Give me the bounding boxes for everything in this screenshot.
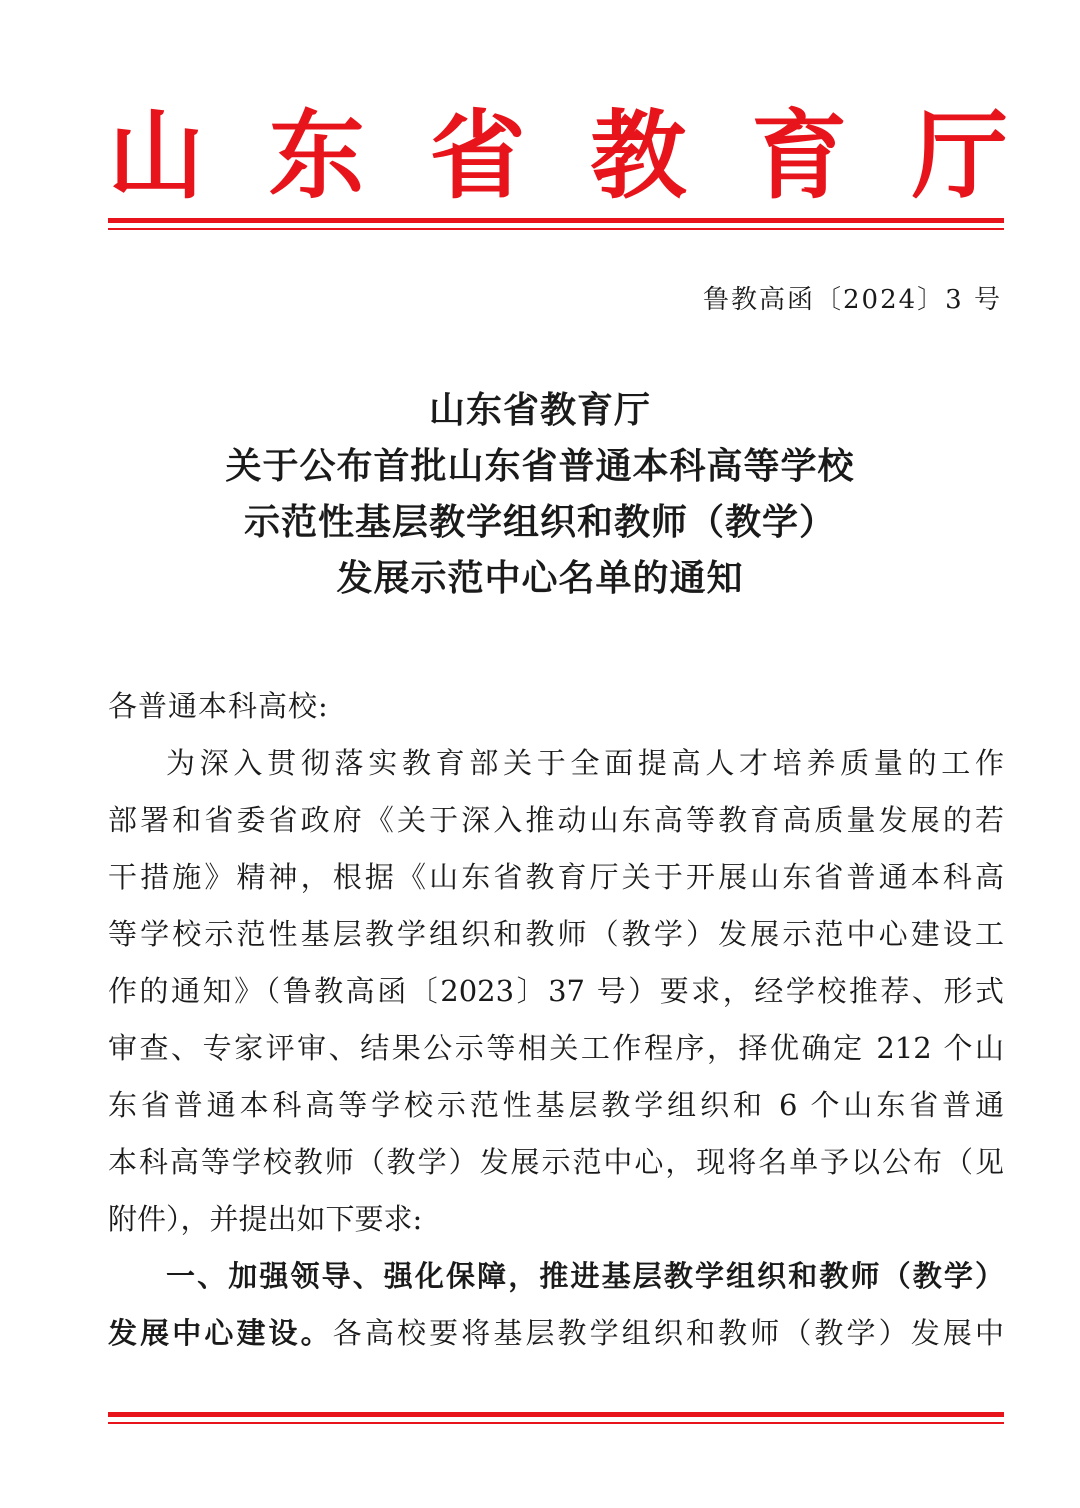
- letterhead-char: 省: [429, 99, 526, 212]
- footer-divider-thick: [108, 1412, 1004, 1417]
- letterhead-char: 山: [108, 99, 204, 212]
- paragraph-line: 附件），并提出如下要求:: [108, 1202, 423, 1236]
- section-heading: 一、加强领导、强化保障，推进基层教学组织和教师（教学）: [166, 1259, 1004, 1293]
- section-1: [108, 1248, 1004, 1362]
- section-heading-end: 发展中心建设。: [108, 1316, 333, 1350]
- paragraph-line: 作的通知》（鲁教高函〔2023〕37 号）要求，经学校推荐、形式: [108, 974, 1004, 1008]
- letterhead-char: 厅: [911, 99, 1008, 212]
- footer-divider-thin: [108, 1422, 1004, 1424]
- paragraph-line: 干措施》精神，根据《山东省教育厅关于开展山东省普通本科高: [108, 860, 1004, 894]
- section-line: [108, 1305, 1004, 1362]
- addressee: 各普通本科高校:: [108, 689, 329, 723]
- paragraph-line: 审查、专家评审、结果公示等相关工作程序，择优确定 212 个山: [108, 1031, 1004, 1065]
- paragraph-line: 东省普通本科高等学校示范性基层教学组织和 6 个山东省普通: [108, 1088, 1004, 1122]
- paragraph-1: [108, 735, 1004, 1248]
- document-body: [108, 678, 1004, 1362]
- section-text: 各高校要将基层教学组织和教师（教学）发展中: [332, 1316, 1004, 1350]
- paragraph-line: 本科高等学校教师（教学）发展示范中心，现将名单予以公布（见: [108, 1145, 1004, 1179]
- document-title: [60, 382, 1020, 606]
- title-line: 发展示范中心名单的通知: [336, 557, 744, 599]
- title-line: 示范性基层教学组织和教师（教学）: [243, 501, 836, 543]
- header-divider-thick: [108, 218, 1004, 223]
- letterhead-char: 育: [751, 99, 848, 212]
- paragraph-line: 等学校示范性基层教学组织和教师（教学）发展示范中心建设工: [108, 917, 1004, 951]
- title-line: 关于公布首批山东省普通本科高等学校: [225, 445, 855, 487]
- paragraph-line: 部署和省委省政府《关于深入推动山东高等教育高质量发展的若: [108, 803, 1004, 837]
- document-number: 鲁教高函〔2024〕3 号: [703, 285, 1002, 315]
- title-line: 山东省教育厅: [428, 389, 651, 431]
- header-divider-thin: [108, 228, 1004, 230]
- letterhead-title: [108, 100, 1008, 212]
- letterhead-char: 东: [268, 99, 365, 212]
- paragraph-line: 为深入贯彻落实教育部关于全面提高人才培养质量的工作: [166, 746, 1004, 780]
- letterhead-char: 教: [590, 99, 687, 212]
